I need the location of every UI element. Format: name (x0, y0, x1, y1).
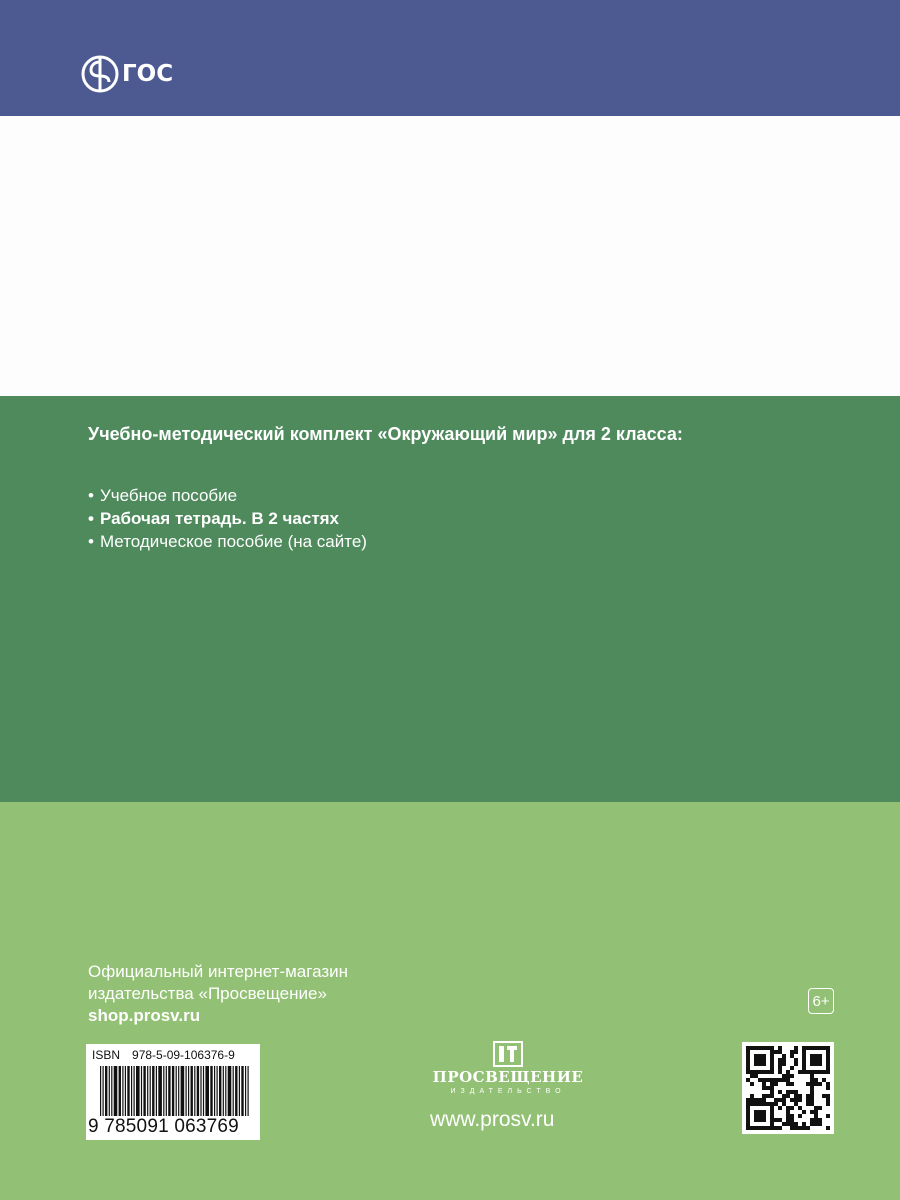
publisher-name: ПРОСВЕЩЕНИЕ (432, 1068, 584, 1086)
kit-item-current: • Рабочая тетрадь. В 2 частях (88, 507, 367, 530)
fgos-text: ГОС (122, 61, 174, 87)
isbn-line (92, 1048, 235, 1062)
publisher-subtitle: ИЗДАТЕЛЬСТВО (450, 1088, 566, 1095)
publisher-site[interactable]: www.prosv.ru (430, 1108, 555, 1131)
qr-code-icon (746, 1046, 830, 1130)
isbn-value: 978-5-09-106376-9 (132, 1048, 235, 1062)
kit-list (88, 484, 367, 553)
publisher-emblem-icon (488, 1040, 528, 1068)
shop-line-2: издательства «Просвещение» (88, 984, 327, 1003)
barcode-bars (100, 1066, 250, 1116)
shop-url[interactable]: shop.prosv.ru (88, 1006, 201, 1025)
kit-item: • Методическое пособие (на сайте) (88, 530, 367, 553)
shop-line-1: Официальный интернет-магазин (88, 962, 349, 981)
kit-item: • Учебное пособие (88, 484, 367, 507)
white-band (0, 116, 900, 396)
isbn-label: ISBN (92, 1048, 121, 1062)
qr-code[interactable] (742, 1042, 834, 1134)
age-rating-badge: 6+ (808, 988, 834, 1014)
kit-title: Учебно-методический комплект «Окружающий мир» для 2 класса: (88, 424, 683, 444)
barcode (86, 1044, 260, 1140)
fgos-logo (80, 52, 173, 96)
dark-green-band (0, 396, 900, 802)
ean-digits: 9 785091 063769 (88, 1116, 239, 1137)
fgos-circle-icon (80, 54, 120, 94)
